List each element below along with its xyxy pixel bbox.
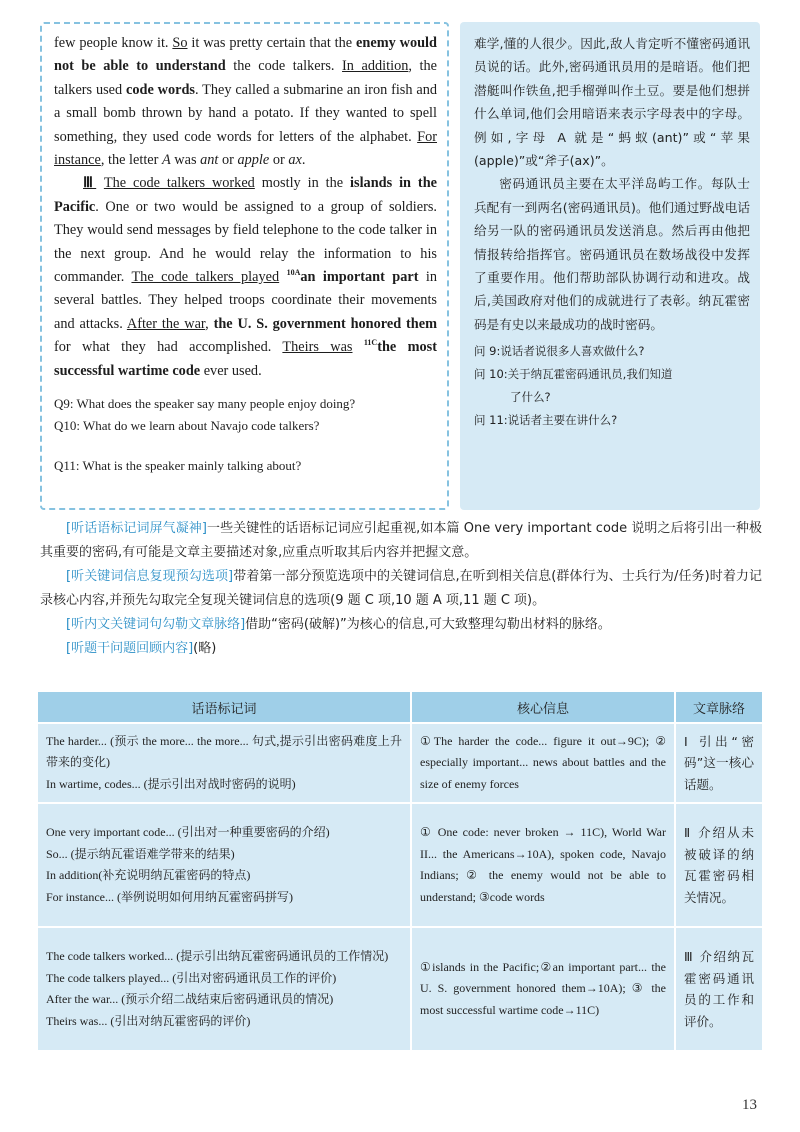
text-italic: ant [200,152,219,169]
text-italic: ax [288,152,302,169]
table-row [38,928,762,1050]
marker-line: Theirs was... (引出对纳瓦霍密码的评价) [46,1013,251,1028]
cn-question-10-cont: 了什么? [510,390,551,405]
analysis-table [36,690,764,1052]
table-header-row [38,692,762,722]
table-row [38,724,762,802]
marker-theirs-was: Theirs was [282,339,353,356]
english-paragraph-2 [54,172,437,383]
text: . [301,152,306,169]
marker-in-addition: In addition [342,58,409,75]
key-phrase: code words [126,81,195,98]
text: ever used. [203,362,262,379]
marker-line: For instance... (举例说明如何用纳瓦霍密码拼写) [46,889,293,904]
header-core-info: 核心信息 [412,692,674,722]
strategy-notes [40,517,762,661]
text: , the letter [100,152,159,169]
context-cell: Ⅱ 介绍从未被破译的纳瓦霍密码相关情况。 [676,804,762,926]
chinese-questions [474,340,750,432]
text: few people know it. [54,35,169,51]
text: it was pretty certain that the [191,35,353,51]
info-cell: ①The harder the code... figure it out→9C); ② especially important... news about battles and the size of enemy forces [412,724,674,802]
marker-line: The harder... (预示 the more... the more... 句式,提示引出密码难度上升带来的变化) [46,733,402,770]
marker-line: After the war... (预示介绍二战结束后密码通讯员的情况) [46,992,334,1006]
marker-after-the-war: After the war [126,315,206,332]
text: in several battles. They helped troops coordinate their movements and attacks. [54,269,438,332]
marker-so: So [172,35,188,51]
english-passage [54,32,437,383]
section-numeral: Ⅲ [83,175,97,192]
chinese-paragraph-1: 难学,懂的人很少。因此,敌人肯定听不懂密码通讯员说的话。此外,密码通讯员用的是暗语。他们把潜艇叫作铁鱼,把手榴弹叫作土豆。要是他们想拼什么单词,他们会用暗语来表示字母表中的字母。例如,字母 A 就是“蚂蚁(ant)”或“苹果(apple)”或“斧子(ax)”。 [474,36,750,169]
key-phrase: islands in the Pacific [54,175,437,215]
context-cell: Ⅲ 介绍纳瓦霍密码通讯员的工作和评价。 [676,928,762,1050]
text: . One or two would be assigned to a group of soldiers. They would send messages by field telephone to the code talker in the next group. And he would relay the information to his commander. [54,198,437,286]
chinese-paragraph-2: 密码通讯员主要在太平洋岛屿工作。每队士兵配有一到两名(密码通讯员)。他们通过野战电话给另一队的密码通讯员发送消息。然后再由他把情报转给指挥官。密码通讯员在数场战役中发挥了重要作用。他们帮助部队协调行动和进攻。战后,美国政府对他们的成就进行了表彰。纳瓦霍密码是有史以来最成功的战时密码。 [474,176,750,332]
text: . They called a submarine an iron fish and a small bomb thrown by hand a potato. If they wanted to spell something, they used code words for letters of the alphabet. [54,81,437,145]
english-questions [54,393,437,477]
answer-tag: 11C [363,338,378,348]
page-number: 13 [742,1097,757,1113]
note-3 [40,613,762,637]
markers-cell [38,724,410,802]
info-cell: ①islands in the Pacific;②an important part... the U. S. government honored them→10A); ③ the most successful wartime code→11C) [412,928,674,1050]
text: the code talkers. [233,58,335,75]
header-context: 文章脉络 [676,692,762,722]
marker-line: The code talkers worked... (提示引出纳瓦霍密码通讯员的工作情况) [46,949,389,963]
text: mostly in the [261,175,344,192]
key-phrase: an important part [300,269,419,286]
text: , [205,315,209,332]
marker-line: The code talkers played... (引出对密码通讯员工作的评价) [46,970,337,985]
analysis-table-wrap [36,690,764,1052]
marker-code-talkers-played: The code talkers played [131,269,280,286]
note-4 [40,637,762,661]
key-phrase: the most successful wartime code [54,339,437,379]
cn-question-11: 问 11:说话者主要在讲什么? [474,413,618,428]
key-phrase: the U. S. government honored them [213,315,437,332]
note-tag: [听题干问题回顾内容] [66,641,194,656]
note-text: 一些关键性的话语标记词应引起重视,如本篇 One very important code 说明之后将引出一种极其重要的密码,有可能是文章主要描述对象,应重点听取其后内容并把握文意。 [40,521,762,560]
cn-question-10: 问 10:关于纳瓦霍密码通讯员,我们知道 [474,367,673,382]
english-passage-box [40,22,449,510]
text: , the talkers used [54,58,437,98]
markers-cell [38,928,410,1050]
marker-line: So... (提示纳瓦霍语难学带来的结果) [46,846,235,861]
note-text: 借助“密码(破解)”为核心的信息,可大致整理勾勒出材料的脉络。 [245,617,611,632]
text: or [272,152,285,169]
header-markers: 话语标记词 [38,692,410,722]
top-section [40,22,760,510]
note-tag: [听话语标记词屏气凝神] [66,521,207,536]
markers-cell [38,804,410,926]
info-cell: ① One code: never broken → 11C), World War II... the Americans→10A), spoken code, Navajo Indians; ② the enemy would not be able to understand; ③code words [412,804,674,926]
text: was [174,152,197,169]
marker-line: In addition(补充说明纳瓦霍密码的特点) [46,868,251,882]
text-italic: A [161,152,171,169]
note-text: 带着第一部分预览选项中的关键词信息,在听到相关信息(群体行为、士兵行为/任务)时着力记录核心内容,并预先勾取完全复现关键词信息的选项(9 题 C 项,10 题 A 项,11 题 C 项)。 [40,569,762,608]
note-2 [40,565,762,613]
question-9: Q9: What does the speaker say many people enjoy doing? [54,396,356,412]
cn-question-9: 问 9:说话者说很多人喜欢做什么? [474,344,645,359]
note-tag: [听内文关键词句勾勒文章脉络] [66,617,246,632]
answer-tag: 10A [286,268,301,278]
table-row [38,804,762,926]
key-phrase: enemy would not be able to understand [54,35,437,75]
marker-for-instance: For instance [54,128,438,169]
note-tag: [听关键词信息复现预勾选项] [66,569,234,584]
note-1 [40,517,762,565]
text: or [221,152,234,169]
marker-line: One very important code... (引出对一种重要密码的介绍) [46,825,330,839]
context-cell: Ⅰ 引出“密码”这一核心话题。 [676,724,762,802]
english-paragraph-1 [54,32,437,172]
text: for what they had accomplished. [54,339,272,356]
chinese-translation [474,32,750,336]
marker-line: In wartime, codes... (提示引出对战时密码的说明) [46,776,296,791]
note-text: (略) [193,641,217,656]
marker-code-talkers-worked: The code talkers worked [103,175,255,192]
question-10: Q10: What do we learn about Navajo code talkers? [54,418,320,434]
text-italic: apple [237,152,270,169]
question-11: Q11: What is the speaker mainly talking about? [54,458,302,474]
chinese-translation-box [460,22,760,510]
